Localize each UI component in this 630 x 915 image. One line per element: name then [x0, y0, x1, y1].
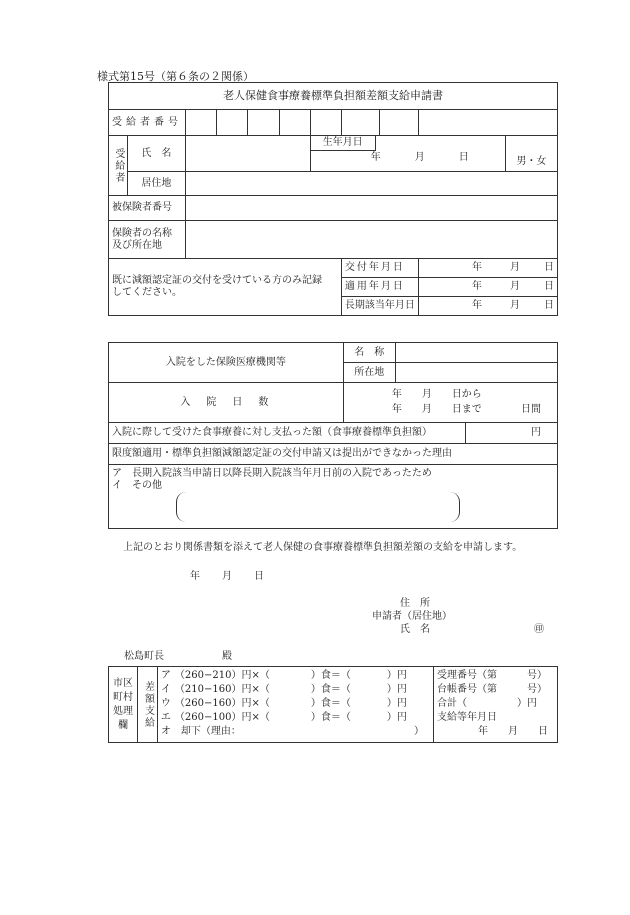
recipient-number-box[interactable]	[418, 110, 557, 136]
long-term-date-label: 長期該当年月日	[341, 297, 418, 316]
day-label: 日	[544, 281, 554, 292]
gender-select[interactable]: 男・女	[505, 136, 557, 172]
reject-row	[161, 725, 430, 739]
issue-date-field[interactable]	[418, 259, 557, 278]
recipient-number-box[interactable]	[341, 110, 380, 136]
issue-date-label: 交付年月日	[341, 259, 418, 278]
institution-label: 入院をした保険医療機関等	[109, 343, 344, 383]
institution-name-label: 名 称	[343, 343, 395, 363]
application-table	[108, 82, 558, 316]
reason-option-a[interactable]: ア 長期入院該当申請日以降長期入院該当年月日前の入院であったため	[112, 468, 432, 479]
calc-range: （260−160）円×（	[174, 698, 270, 709]
recipient-number-box[interactable]	[279, 110, 310, 136]
recipient-number-box[interactable]	[380, 110, 419, 136]
from-label: 日から	[451, 388, 482, 400]
name-label: 氏 名	[127, 136, 185, 172]
year-label: 年	[190, 571, 200, 582]
institution-location-label: 所在地	[343, 363, 395, 383]
calc-kana: ア	[160, 670, 171, 681]
reason-option-b[interactable]: イ その他	[112, 480, 162, 491]
month-label: 月	[421, 388, 432, 400]
stay-period-field[interactable]	[343, 383, 557, 423]
address-field[interactable]	[186, 172, 558, 196]
calc-meals: ）食＝（	[310, 670, 351, 681]
payment-date: 年 月 日	[478, 726, 548, 737]
calc-row	[161, 669, 430, 683]
calc-range: （210−160）円×（	[174, 684, 270, 695]
recipient-number-box[interactable]	[248, 110, 279, 136]
month-label: 月	[222, 571, 232, 582]
office-processing-table	[108, 666, 558, 743]
diff-label: 差額支給	[142, 680, 154, 729]
day-label: 日	[254, 571, 264, 582]
apply-date-field[interactable]	[418, 278, 557, 297]
recipient-number-box[interactable]	[186, 110, 217, 136]
calc-range: （260−210）円×（	[174, 670, 270, 681]
calculation-field[interactable]	[157, 667, 433, 743]
calc-meals: ）食＝（	[310, 684, 351, 695]
institution-location-field[interactable]	[395, 363, 557, 383]
reason-label: 限度額適用・標準負担額減額認定証の交付申請又は提出ができなかった理由	[109, 444, 558, 465]
days-label: 入 院 日 数	[109, 383, 344, 423]
calc-yen: ）円	[386, 670, 407, 681]
day-label: 日	[544, 300, 554, 311]
month-label: 月	[510, 300, 520, 311]
reject-label: オ 却下（理由：	[160, 726, 241, 737]
name-field[interactable]	[186, 136, 311, 172]
month-label: 月	[510, 281, 520, 292]
month-label: 月	[414, 152, 425, 163]
applicant-address-label: 住 所	[400, 598, 430, 609]
certificate-note: してください。	[112, 287, 182, 298]
insurer-field[interactable]	[186, 221, 558, 259]
calc-meals: ）食＝（	[310, 712, 351, 723]
total-amount: 合計（ ）円	[437, 698, 538, 709]
payment-date-label: 支給等年月日	[437, 712, 498, 723]
application-date[interactable]	[190, 567, 264, 582]
address-label: 居住地	[127, 172, 185, 196]
receipt-number: 受理番号（第 号）	[437, 670, 548, 681]
calc-yen: ）円	[386, 712, 407, 723]
office-label-text: 市区町村処理欄	[113, 677, 133, 731]
day-label: 日	[458, 152, 469, 163]
form-number: 様式第15号（第６条の２関係）	[97, 70, 254, 83]
calc-row	[161, 697, 430, 711]
addressee: 松島町長	[124, 651, 164, 662]
paid-amount-field[interactable]	[465, 423, 557, 444]
calc-yen: ）円	[386, 698, 407, 709]
addressee-honorific: 殿	[222, 651, 232, 662]
applicant-label: 申請者（居住地）	[372, 611, 452, 622]
paid-amount-label: 入院に際して受けた食事療養に対し支払った額（食事療養標準負担額）	[109, 423, 466, 444]
calc-yen: ）円	[386, 684, 407, 695]
form-title: 老人保健食事療養標準負担額差額支給申請書	[109, 83, 558, 110]
certificate-note: 既に減額認定証の交付を受けている方のみ記録	[112, 275, 322, 286]
recipient-number-label: 受給者番号	[109, 110, 186, 136]
insurer-label	[109, 221, 186, 259]
year-label: 年	[472, 262, 482, 273]
calc-row	[161, 683, 430, 697]
yen-label: 円	[531, 427, 541, 438]
year-label: 年	[391, 388, 402, 400]
calc-row	[161, 711, 430, 725]
calc-kana: エ	[160, 712, 171, 723]
receipt-info[interactable]	[434, 667, 558, 743]
reject-close: ）	[414, 726, 425, 737]
day-label: 日	[544, 262, 554, 273]
insurer-label-line: 及び所在地	[112, 239, 162, 251]
year-label: 年	[391, 403, 402, 415]
birthdate-label: 生年月日	[311, 136, 376, 151]
calc-kana: イ	[160, 684, 171, 695]
recipient-number-box[interactable]	[217, 110, 248, 136]
month-label: 月	[421, 403, 432, 415]
office-label	[109, 667, 138, 743]
calc-kana: ウ	[160, 698, 171, 709]
insurer-label-line: 保険者の名称	[112, 227, 172, 239]
insured-number-field[interactable]	[186, 196, 558, 221]
month-label: 月	[510, 262, 520, 273]
ledger-number: 台帳番号（第 号）	[437, 684, 548, 695]
insured-number-label: 被保険者番号	[109, 196, 186, 221]
apply-date-label: 適用年月日	[341, 278, 418, 297]
applicant-name-label: 氏 名	[400, 624, 430, 635]
long-term-date-field[interactable]	[418, 297, 557, 316]
seal-icon: ㊞	[534, 624, 544, 635]
calc-meals: ）食＝（	[310, 698, 351, 709]
to-label: 日まで	[451, 403, 482, 415]
institution-name-field[interactable]	[395, 343, 557, 363]
birthdate-field[interactable]	[371, 152, 469, 164]
declaration-text: 上記のとおり関係書類を添えて老人保健の食事療養標準負担額差額の支給を申請します。	[123, 542, 523, 553]
recipient-group-label: 受給者	[112, 147, 124, 184]
days-unit: 日間	[521, 403, 541, 415]
recipient-number-box[interactable]	[310, 110, 341, 136]
year-label: 年	[472, 300, 482, 311]
reason-other-bracket[interactable]	[176, 492, 460, 522]
calc-range: （260−100）円×（	[174, 712, 270, 723]
year-label: 年	[370, 152, 381, 163]
year-label: 年	[472, 281, 482, 292]
